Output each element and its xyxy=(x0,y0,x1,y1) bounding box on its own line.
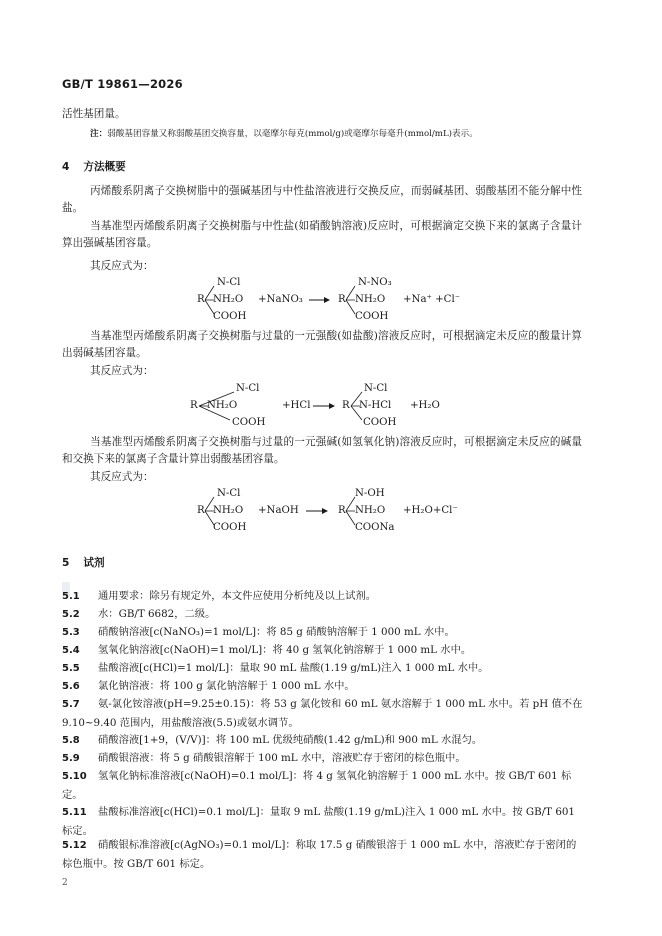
reactant-top: N-Cl xyxy=(236,383,260,394)
product-bottom: COOH xyxy=(363,417,397,428)
reagent-item: 5.9 硝酸银溶液：将 5 g 硝酸银溶解于 100 mL 水中，溶液贮存于密闭的棕色瓶中。 xyxy=(62,752,466,764)
standard-number-header: GB/T 19861—2026 xyxy=(62,77,183,91)
reagent-item: 5.12 硝酸银标准溶液[c(AgNO₃)=0.1 mol/L]：称取 17.5 g 硝酸银溶于 1 000 mL 水中，溶液贮存于密闭的棕色瓶中。按 GB/T 601 标定。 xyxy=(62,839,577,870)
reagent-item: 5.11 盐酸标准溶液[c(HCl)=0.1 mol/L]：量取 9 mL 盐酸(1.19 g/mL)注入 1 000 mL 水中。按 GB/T 601 标定。 xyxy=(62,806,575,837)
product-top: N-NO₃ xyxy=(358,277,392,288)
reagent-item: 5.5 盐酸溶液[c(HCl)=1 mol/L]：量取 90 mL 盐酸(1.19 g/mL)注入 1 000 mL 水中。 xyxy=(62,662,489,674)
section-4-paragraph-3: 当基准型丙烯酸系阴离子交换树脂与过量的一元强酸(如盐酸)溶液反应时，可根据滴定未反应的酸量计算出弱碱基团容量。 xyxy=(62,330,582,359)
arrow-icon xyxy=(322,508,328,514)
reactant-r: R xyxy=(197,505,205,516)
reagent-item: 5.2 水：GB/T 6682，二级。 xyxy=(62,608,216,620)
reactant-mid: NH₂O xyxy=(207,400,238,411)
reactant-bottom: COOH xyxy=(232,417,266,428)
section-4-title: 方法概要 xyxy=(83,161,126,173)
extra-products: +Na⁺ +Cl⁻ xyxy=(403,294,461,305)
reagent-item: 5.7 氨-氯化铵溶液(pH=9.25±0.15)：将 53 g 氯化铵和 60 mL 氨水溶解于 1 000 mL 水中。若 pH 值不在 9.10~9.40 范围内，用盐酸溶液(5.5)或氨水调节。 xyxy=(62,698,583,729)
reagent: +HCl xyxy=(282,400,311,411)
reagent-item: 5.3 硝酸钠溶液[c(NaNO₃)=1 mol/L]：将 85 g 硝酸钠溶解于 1 000 mL 水中。 xyxy=(62,626,455,638)
reagent-item: 5.8 硝酸溶液[1+9，(V/V)]：将 100 mL 优级纯硝酸(1.42 g/mL)和 900 mL 水混匀。 xyxy=(62,734,483,746)
reaction-3-label: 其反应式为： xyxy=(90,471,154,483)
reagent-item: 5.10 氢氧化钠标准溶液[c(NaOH)=0.1 mol/L]：将 4 g 氢氧化钠溶解于 1 000 mL 水中。按 GB/T 601 标定。 xyxy=(62,770,572,801)
reagent: +NaOH xyxy=(258,505,299,516)
note-text: 弱酸基团容量又称弱酸基团交换容量，以毫摩尔每克(mmol/g)或毫摩尔每毫升(mmol/mL)表示。 xyxy=(107,129,478,139)
reaction-2-label: 其反应式为： xyxy=(90,365,154,377)
note-label: 注： xyxy=(90,129,108,139)
product-r: R xyxy=(342,400,350,411)
reagent-item: 5.6 氯化钠溶液：将 100 g 氯化钠溶解于 1 000 mL 水中。 xyxy=(62,680,355,692)
intro-line: 活性基团量。 xyxy=(62,108,126,120)
section-4-paragraph-4: 当基准型丙烯酸系阴离子交换树脂与过量的一元强碱(如氢氧化钠)溶液反应时，可根据滴定未反应的碱量和交换下来的氯离子含量计算出弱酸基团容量。 xyxy=(62,436,582,465)
reagent: +NaNO₃ xyxy=(258,294,303,305)
section-4-number: 4 xyxy=(62,161,70,173)
reaction-1-label: 其反应式为： xyxy=(90,260,154,272)
extra-products: +H₂O+Cl⁻ xyxy=(403,505,458,516)
product-r: R xyxy=(338,505,346,516)
product-bottom: COOH xyxy=(355,311,389,322)
product-r: R xyxy=(338,294,346,305)
product-mid: NH₂O xyxy=(355,294,386,305)
reagent-item: 5.1 通用要求：除另有规定外，本文件应使用分析纯及以上试剂。 xyxy=(62,590,377,602)
section-5-title: 试剂 xyxy=(83,557,105,569)
product-top: N-OH xyxy=(355,488,385,499)
section-4-paragraph-1: 丙烯酸系阴离子交换树脂中的强碱基团与中性盐溶液进行交换反应，而弱碱基团、弱酸基团不能分解中性盐。 xyxy=(62,185,582,214)
reactant-top: N-Cl xyxy=(217,488,241,499)
reactant-r: R xyxy=(197,294,205,305)
reactant-bottom: COOH xyxy=(213,522,247,533)
reactant-bottom: COOH xyxy=(213,311,247,322)
page-number: 2 xyxy=(62,878,68,888)
product-bottom: COONa xyxy=(355,522,395,533)
product-top: N-Cl xyxy=(364,383,388,394)
section-4-paragraph-2: 当基准型丙烯酸系阴离子交换树脂与中性盐(如硝酸钠溶液)反应时，可根据滴定交换下来的氯离子含量计算出强碱基团容量。 xyxy=(62,220,582,249)
reactant-top: N-Cl xyxy=(217,277,241,288)
section-5-number: 5 xyxy=(62,557,70,569)
section-5-heading xyxy=(62,555,105,570)
extra-products: +H₂O xyxy=(410,400,440,411)
reagent-item: 5.4 氢氧化钠溶液[c(NaOH)=1 mol/L]：将 40 g 氢氧化钠溶解于 1 000 mL 水中。 xyxy=(62,644,472,656)
reactant-mid: NH₂O xyxy=(213,294,244,305)
product-mid: N-HCl xyxy=(359,400,392,411)
reactant-mid: NH₂O xyxy=(213,505,244,516)
reactant-r: R xyxy=(190,400,198,411)
product-mid: NH₂O xyxy=(355,505,386,516)
